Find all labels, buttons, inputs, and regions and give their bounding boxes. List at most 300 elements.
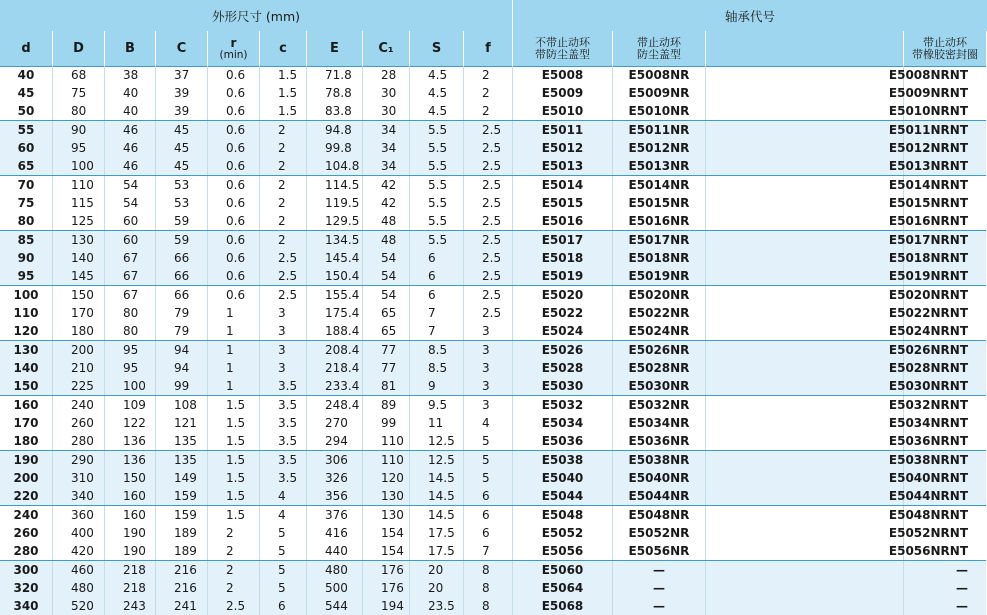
cell-code-nrnt: E5048NRNT [903,506,986,524]
cell-D: 150 [52,286,104,304]
cell-code-nr: — [612,597,705,615]
cell-C1: 54 [362,286,409,304]
cell-code-nrnt: E5038NRNT [903,451,986,469]
cell-r: 1 [207,304,259,322]
cell-E: 356 [306,487,362,505]
cell-S: 5.5 [409,121,463,139]
cell-B: 100 [104,377,155,395]
cell-code-nr: E5017NR [612,231,705,249]
cell-S: 5.5 [409,194,463,212]
cell-C: 216 [155,561,207,579]
cell-f: 2.5 [463,212,512,230]
table-row [0,322,986,340]
cell-d: 240 [13,508,39,522]
cell-code-plain: E5040 [512,469,612,487]
cell-r: 0.6 [207,102,259,120]
cell-d: 50 [17,104,35,118]
cell-r: 0.6 [207,194,259,212]
cell-B: 136 [104,451,155,469]
cell-B: 218 [104,579,155,597]
cell-code-nrnt: E5012NRNT [903,139,986,157]
cell-code-nrnt: E5016NRNT [903,212,986,230]
cell-d: 45 [17,86,35,100]
cell-C: 66 [155,249,207,267]
cell-C: 45 [155,157,207,175]
cell-code-plain: E5060 [512,561,612,579]
cell-B: 190 [104,542,155,560]
cell-C: 108 [155,396,207,414]
cell-d: 40 [17,68,35,82]
cell-spacer [705,542,903,560]
col-header-f: f [463,31,512,66]
table-row [0,66,986,84]
cell-code-nrnt: E5017NRNT [903,231,986,249]
cell-spacer [705,212,903,230]
cell-B: 40 [104,84,155,102]
cell-f: 5 [463,451,512,469]
cell-E: 99.8 [306,139,362,157]
cell-f: 6 [463,524,512,542]
cell-r: 2 [207,561,259,579]
cell-code-nrnt: E5009NRNT [903,84,986,102]
cell-code-nr: E5052NR [612,524,705,542]
cell-D: 80 [52,102,104,120]
cc3-line-1: 带止动环 [923,35,967,49]
cell-c: 3.5 [259,451,306,469]
cell-code-nrnt: E5030NRNT [903,377,986,395]
cell-S: 11 [409,414,463,432]
cell-r: 1.5 [207,432,259,450]
cell-c: 3.5 [259,396,306,414]
cell-C: 94 [155,341,207,359]
cell-r: 2.5 [207,597,259,615]
col-header-B: B [104,31,155,66]
cell-spacer [705,524,903,542]
table-row [0,505,986,524]
cell-r: 2 [207,524,259,542]
cell-C1: 154 [362,524,409,542]
cell-S: 8.5 [409,341,463,359]
cell-code-nr: E5019NR [612,267,705,285]
cell-D: 68 [52,66,104,84]
cell-r: 0.6 [207,157,259,175]
col-header-c: c [259,31,306,66]
col-header-D: D [52,31,104,66]
cell-d: 190 [13,453,39,467]
cell-f: 3 [463,396,512,414]
cell-S: 5.5 [409,231,463,249]
cell-spacer [705,286,903,304]
cell-code-nr: E5008NR [612,66,705,84]
cell-C1: 34 [362,121,409,139]
cell-B: 60 [104,212,155,230]
cell-C1: 30 [362,84,409,102]
cell-E: 208.4 [306,341,362,359]
cell-f: 6 [463,506,512,524]
cell-d: 220 [13,489,39,503]
cell-spacer [705,231,903,249]
cell-D: 75 [52,84,104,102]
cell-D: 210 [52,359,104,377]
cell-code-plain: E5019 [512,267,612,285]
cell-code-nr: E5056NR [612,542,705,560]
cell-B: 54 [104,194,155,212]
col-header-d: d [21,41,31,56]
cell-B: 122 [104,414,155,432]
header-group-row [0,0,987,31]
cell-c: 1.5 [259,102,306,120]
cell-spacer [705,304,903,322]
cell-code-plain: E5030 [512,377,612,395]
cell-c: 2 [259,212,306,230]
cell-c: 3.5 [259,414,306,432]
cell-C: 66 [155,267,207,285]
cell-B: 60 [104,231,155,249]
cell-d: 70 [17,178,35,192]
table-row [0,139,986,157]
cell-spacer [705,487,903,505]
table-row [0,450,986,469]
cell-E: 134.5 [306,231,362,249]
cell-D: 520 [52,597,104,615]
cell-d: 260 [13,526,39,540]
cell-code-nr: E5013NR [612,157,705,175]
cell-C1: 30 [362,102,409,120]
cell-f: 3 [463,377,512,395]
cell-code-nrnt: E5018NRNT [903,249,986,267]
cell-code-nr: E5036NR [612,432,705,450]
cell-code-plain: E5022 [512,304,612,322]
cell-d: 320 [13,581,39,595]
cell-r: 1 [207,341,259,359]
cell-code-plain: E5026 [512,341,612,359]
cell-d: 300 [13,563,39,577]
col-header-E: E [306,31,362,66]
cell-d: 140 [13,361,39,375]
cell-code-nrnt: E5015NRNT [903,194,986,212]
cell-code-nrnt: — [903,597,986,615]
cell-B: 80 [104,304,155,322]
table-body [0,66,986,615]
cell-c: 1.5 [259,66,306,84]
cell-code-plain: E5024 [512,322,612,340]
cell-c: 4 [259,487,306,505]
cell-code-nr: — [612,579,705,597]
cell-code-nrnt: — [903,579,986,597]
cell-E: 480 [306,561,362,579]
cell-C: 121 [155,414,207,432]
cell-S: 4.5 [409,84,463,102]
cell-r: 1.5 [207,487,259,505]
cell-S: 5.5 [409,139,463,157]
cell-f: 6 [463,487,512,505]
cell-S: 4.5 [409,102,463,120]
cell-code-nrnt: E5044NRNT [903,487,986,505]
cc2-line-2: 防尘盖型 [637,47,681,61]
cell-D: 180 [52,322,104,340]
cell-E: 544 [306,597,362,615]
table-row [0,414,986,432]
cell-S: 9 [409,377,463,395]
cell-r: 2 [207,542,259,560]
cell-D: 125 [52,212,104,230]
cell-B: 160 [104,487,155,505]
cell-D: 480 [52,579,104,597]
cell-f: 2.5 [463,157,512,175]
cell-S: 7 [409,304,463,322]
table-row [0,395,986,414]
cell-code-nrnt: E5011NRNT [903,121,986,139]
cell-C: 94 [155,359,207,377]
cell-S: 6 [409,249,463,267]
col-header-S: S [409,31,463,66]
cell-r: 1.5 [207,396,259,414]
cell-spacer [705,561,903,579]
col-header-C: C [155,31,207,66]
cell-C1: 81 [362,377,409,395]
cell-c: 3 [259,341,306,359]
cell-d: 75 [17,196,35,210]
cell-D: 90 [52,121,104,139]
cell-spacer [705,66,903,84]
cell-c: 2.5 [259,286,306,304]
cell-d: 200 [13,471,39,485]
cell-C1: 42 [362,194,409,212]
cell-C1: 48 [362,231,409,249]
cell-C1: 28 [362,66,409,84]
cell-C: 53 [155,194,207,212]
cell-code-nrnt: E5024NRNT [903,322,986,340]
cell-code-nr: E5012NR [612,139,705,157]
cell-code-nrnt: E5020NRNT [903,286,986,304]
cell-code-plain: E5014 [512,176,612,194]
cell-c: 6 [259,597,306,615]
table-row [0,249,986,267]
cell-d: 85 [17,233,35,247]
cell-D: 280 [52,432,104,450]
cell-C1: 77 [362,359,409,377]
table-row [0,487,986,505]
cell-f: 2.5 [463,304,512,322]
cell-C: 159 [155,487,207,505]
cell-D: 460 [52,561,104,579]
cell-r: 2 [207,579,259,597]
cell-spacer [705,506,903,524]
cell-S: 5.5 [409,176,463,194]
cell-f: 4 [463,414,512,432]
cell-f: 7 [463,542,512,560]
table-row [0,194,986,212]
cell-f: 2.5 [463,194,512,212]
cell-C: 216 [155,579,207,597]
cell-c: 2 [259,176,306,194]
cell-E: 188.4 [306,322,362,340]
cell-c: 5 [259,561,306,579]
cell-code-nr: E5024NR [612,322,705,340]
cell-S: 4.5 [409,66,463,84]
cell-code-nr: E5034NR [612,414,705,432]
cell-C: 241 [155,597,207,615]
cell-d: 280 [13,544,39,558]
cell-E: 500 [306,579,362,597]
cell-D: 200 [52,341,104,359]
cell-d: 160 [13,398,39,412]
table-row [0,230,986,249]
cell-S: 9.5 [409,396,463,414]
cell-spacer [705,102,903,120]
cell-C1: 54 [362,249,409,267]
table-row [0,524,986,542]
cell-B: 40 [104,102,155,120]
cell-E: 175.4 [306,304,362,322]
col-header-code-spacer [705,31,903,66]
cell-E: 83.8 [306,102,362,120]
cc2-line-1: 带止动环 [637,35,681,49]
cell-D: 340 [52,487,104,505]
cell-c: 3.5 [259,377,306,395]
cell-r: 0.6 [207,139,259,157]
cell-c: 2 [259,157,306,175]
cell-C1: 110 [362,432,409,450]
cell-S: 12.5 [409,432,463,450]
col-header-code-nr [612,31,705,66]
cell-c: 2.5 [259,249,306,267]
cell-E: 294 [306,432,362,450]
cell-E: 129.5 [306,212,362,230]
cell-c: 5 [259,542,306,560]
cell-c: 2 [259,139,306,157]
cell-c: 2 [259,231,306,249]
cell-c: 3 [259,359,306,377]
cell-code-nrnt: E5026NRNT [903,341,986,359]
cc3-line-2: 带橡胶密封圈 [912,47,978,61]
cell-C: 37 [155,66,207,84]
cell-c: 3.5 [259,432,306,450]
cell-code-plain: E5056 [512,542,612,560]
cell-f: 2 [463,102,512,120]
cell-B: 67 [104,267,155,285]
cell-d: 65 [17,159,35,173]
table-row [0,359,986,377]
cell-C1: 89 [362,396,409,414]
cell-d: 340 [13,599,39,613]
cell-C1: 99 [362,414,409,432]
cell-r: 0.6 [207,212,259,230]
cell-C1: 48 [362,212,409,230]
cell-code-nrnt: E5022NRNT [903,304,986,322]
cell-code-plain: E5018 [512,249,612,267]
table-row [0,469,986,487]
cell-C1: 194 [362,597,409,615]
table-row [0,267,986,285]
cell-C1: 110 [362,451,409,469]
cell-r: 0.6 [207,267,259,285]
cell-B: 38 [104,66,155,84]
cell-spacer [705,139,903,157]
cell-f: 2 [463,66,512,84]
cell-spacer [705,414,903,432]
cell-C: 189 [155,542,207,560]
cell-code-nr: E5026NR [612,341,705,359]
cell-C1: 54 [362,267,409,285]
table-row [0,175,986,194]
cell-spacer [705,359,903,377]
cell-C: 159 [155,506,207,524]
col-header-C1: C₁ [362,31,409,66]
cell-D: 110 [52,176,104,194]
cell-code-nr: E5040NR [612,469,705,487]
cell-code-plain: E5052 [512,524,612,542]
cell-spacer [705,194,903,212]
cell-B: 160 [104,506,155,524]
cell-code-plain: E5034 [512,414,612,432]
cell-C: 45 [155,121,207,139]
cell-r: 1.5 [207,506,259,524]
cell-E: 306 [306,451,362,469]
cell-S: 23.5 [409,597,463,615]
cell-code-plain: E5013 [512,157,612,175]
cell-S: 20 [409,579,463,597]
cell-C: 79 [155,322,207,340]
cell-code-nr: — [612,561,705,579]
cell-E: 218.4 [306,359,362,377]
cell-C: 39 [155,102,207,120]
cell-E: 376 [306,506,362,524]
cell-C1: 42 [362,176,409,194]
cell-B: 190 [104,524,155,542]
cell-f: 8 [463,561,512,579]
cell-spacer [705,341,903,359]
cell-code-plain: E5008 [512,66,612,84]
cc1-line-2: 带防尘盖型 [535,47,590,61]
cell-f: 2.5 [463,121,512,139]
cell-code-plain: E5015 [512,194,612,212]
cell-E: 78.8 [306,84,362,102]
cell-S: 8.5 [409,359,463,377]
cell-c: 5 [259,579,306,597]
cell-code-nrnt: E5008NRNT [903,66,986,84]
cell-B: 243 [104,597,155,615]
cell-f: 2 [463,84,512,102]
table-row [0,542,986,560]
cell-r: 0.6 [207,286,259,304]
table-row [0,304,986,322]
cell-spacer [705,267,903,285]
cell-S: 5.5 [409,157,463,175]
cell-c: 1.5 [259,84,306,102]
cell-code-nrnt: E5036NRNT [903,432,986,450]
cell-S: 6 [409,286,463,304]
cell-C: 99 [155,377,207,395]
cell-r: 1 [207,359,259,377]
col-header-code-plain [512,31,612,66]
cell-code-nr: E5028NR [612,359,705,377]
cell-C1: 65 [362,304,409,322]
cell-r: 1.5 [207,414,259,432]
cell-f: 3 [463,359,512,377]
table-row [0,157,986,175]
cell-D: 400 [52,524,104,542]
cell-E: 155.4 [306,286,362,304]
cell-C1: 120 [362,469,409,487]
cell-E: 440 [306,542,362,560]
cell-spacer [705,469,903,487]
cell-spacer [705,322,903,340]
cell-code-nrnt: E5013NRNT [903,157,986,175]
cell-r: 1.5 [207,451,259,469]
cell-code-nrnt: E5052NRNT [903,524,986,542]
cell-C: 135 [155,451,207,469]
